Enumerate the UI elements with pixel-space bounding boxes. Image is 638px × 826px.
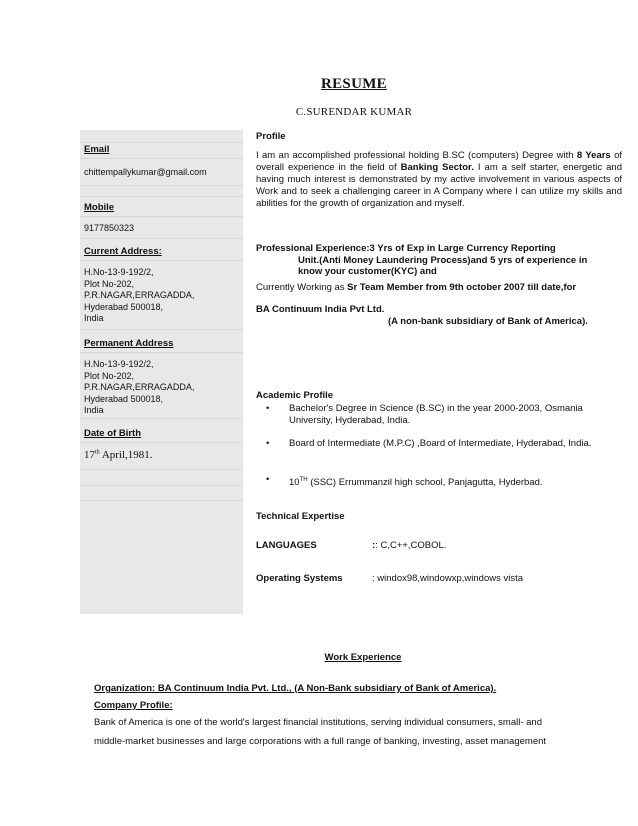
ssc-num: 10	[289, 477, 300, 489]
dob-day: 17	[84, 449, 95, 461]
languages-label: LANGUAGES	[256, 540, 317, 551]
ssc-sup: TH	[299, 477, 308, 483]
work-line2: middle-market businesses and large corporations with a full range of banking, investing, asset management	[94, 736, 547, 747]
mobile-value: 9177850323	[84, 223, 135, 233]
company-note: (A non-bank subsidiary of Bank of America).	[388, 316, 588, 327]
profile-text-c: I am a self starter, energetic and having much interest is demonstrated by my active involvement in various aspects of Work and to seek a challenging career in A Company where I can utilize my skills and abilities for the growth of organization and myself.	[256, 162, 622, 209]
academic-item-text	[289, 474, 619, 489]
profile-text-b: of overall experience in the field of	[256, 150, 623, 173]
mobile-label: Mobile	[84, 202, 115, 213]
divider	[80, 329, 243, 330]
os-label: Operating Systems	[256, 573, 343, 584]
divider	[80, 485, 243, 486]
candidate-name: C.SURENDAR KUMAR	[295, 106, 413, 118]
dob-suffix: th	[95, 449, 100, 456]
bullet-icon: •	[266, 438, 270, 449]
divider	[80, 469, 243, 470]
email-label: Email	[84, 144, 110, 155]
profile-text-a: I am an accomplished professional holding B.SC (computers) Degree with	[256, 150, 577, 161]
dob-value	[84, 449, 153, 461]
current-address-value: H.No-13-9-192/2, Plot No-202, P.R.NAGAR,ERRAGADDA, Hyderabad 500018, India	[84, 267, 195, 324]
divider	[80, 142, 243, 143]
divider	[80, 185, 243, 186]
profile-text	[256, 150, 622, 210]
profile-heading: Profile	[256, 131, 286, 142]
languages-list: : C,C++,COBOL.	[375, 540, 447, 551]
ssc-text: (SSC) Errummanzil high school, Panjagutta, Hyderbad.	[310, 477, 543, 489]
divider	[80, 352, 243, 353]
divider	[80, 238, 243, 239]
profile-years: 8 Years	[576, 150, 611, 161]
experience-line2: Unit.(Anti Money Laundering Process)and 5 yrs of experience in	[298, 255, 588, 266]
experience-line1: Professional Experience:3 Yrs of Exp in Large Currency Reporting	[256, 243, 556, 254]
dob-label: Date of Birth	[84, 428, 141, 439]
divider	[80, 418, 243, 419]
permanent-address-value: H.No-13-9-192/2, Plot No-202, P.R.NAGAR,ERRAGADDA, Hyderabad 500018, India	[84, 359, 195, 416]
divider	[80, 442, 243, 443]
academic-item-text: Bachelor's Degree in Science (B.SC) in the year 2000-2003, Osmania University, Hyderabad, India.	[289, 403, 583, 426]
experience-line3: know your customer(KYC) and	[298, 266, 437, 277]
bullet-icon: •	[266, 403, 270, 414]
divider	[80, 500, 243, 501]
academic-item-text: Board of Intermediate (M.P.C) ,Board of Intermediate, Hyderabad, India.	[289, 438, 592, 449]
company-profile-label: Company Profile:	[94, 700, 173, 711]
current-address-label: Current Address:	[84, 246, 162, 257]
academic-heading: Academic Profile	[256, 390, 334, 401]
current-company: BA Continuum India Pvt Ltd.	[256, 304, 385, 315]
divider	[80, 216, 243, 217]
technical-heading: Technical Expertise	[256, 511, 345, 522]
os-value: : windox98,windowxp,windows vista	[372, 573, 524, 584]
work-heading: Work Experience	[324, 652, 402, 663]
bullet-icon: •	[266, 474, 270, 485]
profile-sector: Banking Sector.	[400, 162, 474, 173]
languages-value: :: C,C++,COBOL.	[372, 540, 447, 551]
divider	[80, 158, 243, 159]
divider	[80, 196, 243, 197]
permanent-address-label: Permanent Address	[84, 338, 174, 349]
dob-rest: April,1981.	[99, 449, 153, 461]
current-role: Sr Team Member from 9th october 2007 till date,for	[347, 282, 577, 293]
current-prefix: Currently Working as	[256, 282, 348, 293]
email-value: chittempallykumar@gmail.com	[84, 167, 207, 177]
work-line1: Bank of America is one of the world's largest financial institutions, serving individual consumers, small- and	[94, 717, 542, 728]
current-position	[256, 282, 576, 294]
resume-title: RESUME	[321, 76, 387, 92]
divider	[80, 260, 243, 261]
organization: Organization: BA Continuum India Pvt. Ltd., (A Non-Bank subsidiary of Bank of America).	[94, 683, 497, 694]
sidebar	[80, 130, 243, 614]
